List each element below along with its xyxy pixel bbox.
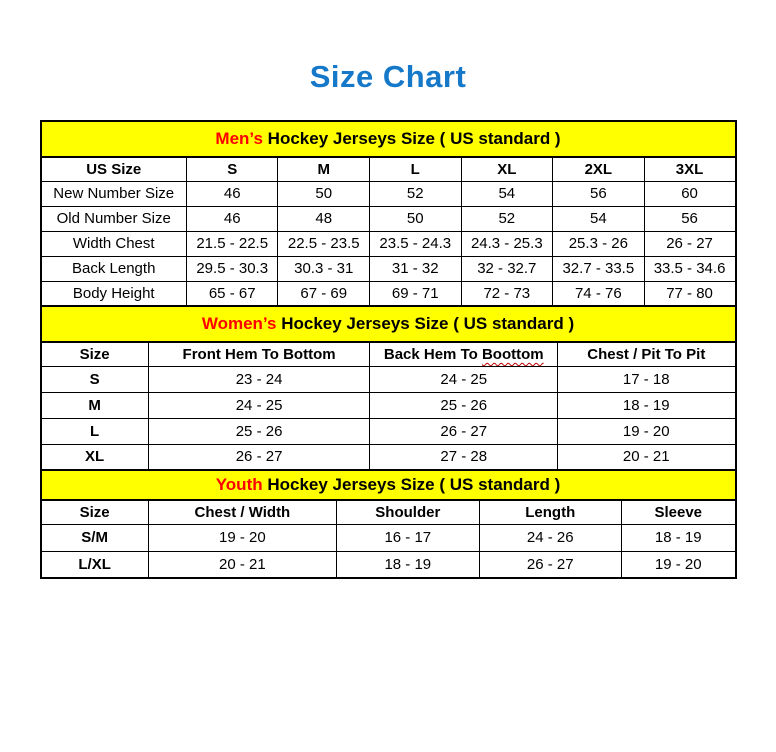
table-cell: 23 - 24 [148, 366, 370, 392]
table-row [41, 281, 736, 306]
table-cell: 22.5 - 23.5 [278, 231, 370, 256]
row-label: Back Length [41, 256, 187, 281]
table-cell: 18 - 19 [622, 524, 736, 551]
youth-section-header-row [41, 470, 736, 500]
mens-column-header-row [41, 157, 736, 181]
column-header: Length [479, 500, 621, 524]
table-cell: 19 - 20 [148, 524, 336, 551]
table-row [41, 181, 736, 206]
table-cell: 33.5 - 34.6 [644, 256, 735, 281]
table-cell: 72 - 73 [461, 281, 553, 306]
youth-section-title [41, 470, 736, 500]
column-header: Chest / Width [148, 500, 336, 524]
column-header: M [278, 157, 370, 181]
youth-section-title-highlight: Youth [215, 475, 263, 495]
table-row [41, 551, 736, 578]
womens-section-header-row [41, 306, 736, 342]
table-cell: 24.3 - 25.3 [461, 231, 553, 256]
row-label: Width Chest [41, 231, 187, 256]
table-cell: 18 - 19 [337, 551, 479, 578]
table-cell: 20 - 21 [148, 551, 336, 578]
table-cell: 69 - 71 [370, 281, 462, 306]
table-cell: 18 - 19 [558, 392, 736, 418]
table-row [41, 366, 736, 392]
table-cell: 32.7 - 33.5 [553, 256, 645, 281]
table-row [41, 524, 736, 551]
row-label: XL [41, 444, 149, 470]
table-cell: 77 - 80 [644, 281, 735, 306]
row-label: Old Number Size [41, 206, 187, 231]
table-cell: 65 - 67 [186, 281, 278, 306]
table-cell: 29.5 - 30.3 [186, 256, 278, 281]
womens-column-header-row [41, 342, 736, 366]
womens-section-title-highlight: Women’s [201, 314, 277, 334]
column-header: Size [41, 500, 149, 524]
table-cell: 24 - 25 [148, 392, 370, 418]
row-label: S/M [41, 524, 149, 551]
table-cell: 67 - 69 [278, 281, 370, 306]
table-cell: 26 - 27 [370, 418, 558, 444]
table-cell: 17 - 18 [558, 366, 736, 392]
table-cell: 25.3 - 26 [553, 231, 645, 256]
table-cell: 24 - 26 [479, 524, 621, 551]
table-cell: 52 [461, 206, 553, 231]
womens-size-table [40, 305, 737, 471]
column-header-text: Back Hem To [383, 345, 482, 363]
column-header: Size [41, 342, 149, 366]
table-cell: 30.3 - 31 [278, 256, 370, 281]
table-cell: 56 [644, 206, 735, 231]
table-cell: 31 - 32 [370, 256, 462, 281]
column-header: 2XL [553, 157, 645, 181]
table-cell: 74 - 76 [553, 281, 645, 306]
womens-section-title-rest: Hockey Jerseys Size ( US standard ) [276, 314, 575, 334]
row-label: L [41, 418, 149, 444]
table-row [41, 444, 736, 470]
column-header [370, 342, 558, 366]
table-row [41, 206, 736, 231]
table-cell: 54 [553, 206, 645, 231]
youth-section-title-rest: Hockey Jerseys Size ( US standard ) [262, 475, 561, 495]
column-header: Front Hem To Bottom [148, 342, 370, 366]
table-cell: 60 [644, 181, 735, 206]
size-chart-tables [40, 120, 737, 579]
table-cell: 26 - 27 [479, 551, 621, 578]
table-cell: 25 - 26 [148, 418, 370, 444]
youth-column-header-row [41, 500, 736, 524]
page-title: Size Chart [309, 59, 467, 94]
table-cell: 46 [186, 206, 278, 231]
mens-section-title-rest: Hockey Jerseys Size ( US standard ) [262, 129, 561, 149]
row-label: M [41, 392, 149, 418]
table-cell: 54 [461, 181, 553, 206]
table-cell: 24 - 25 [370, 366, 558, 392]
misspelled-word: Boottom [481, 345, 544, 363]
table-cell: 50 [370, 206, 462, 231]
row-label: L/XL [41, 551, 149, 578]
table-cell: 46 [186, 181, 278, 206]
table-row [41, 392, 736, 418]
table-cell: 48 [278, 206, 370, 231]
row-label: S [41, 366, 149, 392]
table-cell: 26 - 27 [644, 231, 735, 256]
table-row [41, 418, 736, 444]
table-cell: 27 - 28 [370, 444, 558, 470]
column-header: Chest / Pit To Pit [558, 342, 736, 366]
mens-size-table [40, 120, 737, 307]
column-header: L [370, 157, 462, 181]
table-cell: 19 - 20 [622, 551, 736, 578]
table-row [41, 256, 736, 281]
table-cell: 21.5 - 22.5 [186, 231, 278, 256]
row-label: New Number Size [41, 181, 187, 206]
table-cell: 25 - 26 [370, 392, 558, 418]
column-header: Sleeve [622, 500, 736, 524]
mens-section-header-row [41, 121, 736, 157]
table-cell: 56 [553, 181, 645, 206]
table-cell: 19 - 20 [558, 418, 736, 444]
table-cell: 16 - 17 [337, 524, 479, 551]
column-header: XL [461, 157, 553, 181]
table-row [41, 231, 736, 256]
table-cell: 20 - 21 [558, 444, 736, 470]
table-cell: 32 - 32.7 [461, 256, 553, 281]
table-cell: 26 - 27 [148, 444, 370, 470]
column-header: S [186, 157, 278, 181]
youth-size-table [40, 469, 737, 579]
mens-section-title-highlight: Men’s [215, 129, 263, 149]
womens-section-title [41, 306, 736, 342]
mens-section-title [41, 121, 736, 157]
table-cell: 50 [278, 181, 370, 206]
column-header: 3XL [644, 157, 735, 181]
size-chart-page [0, 60, 776, 579]
column-header: Shoulder [337, 500, 479, 524]
row-label: Body Height [41, 281, 187, 306]
table-cell: 23.5 - 24.3 [370, 231, 462, 256]
table-cell: 52 [370, 181, 462, 206]
column-header: US Size [41, 157, 187, 181]
